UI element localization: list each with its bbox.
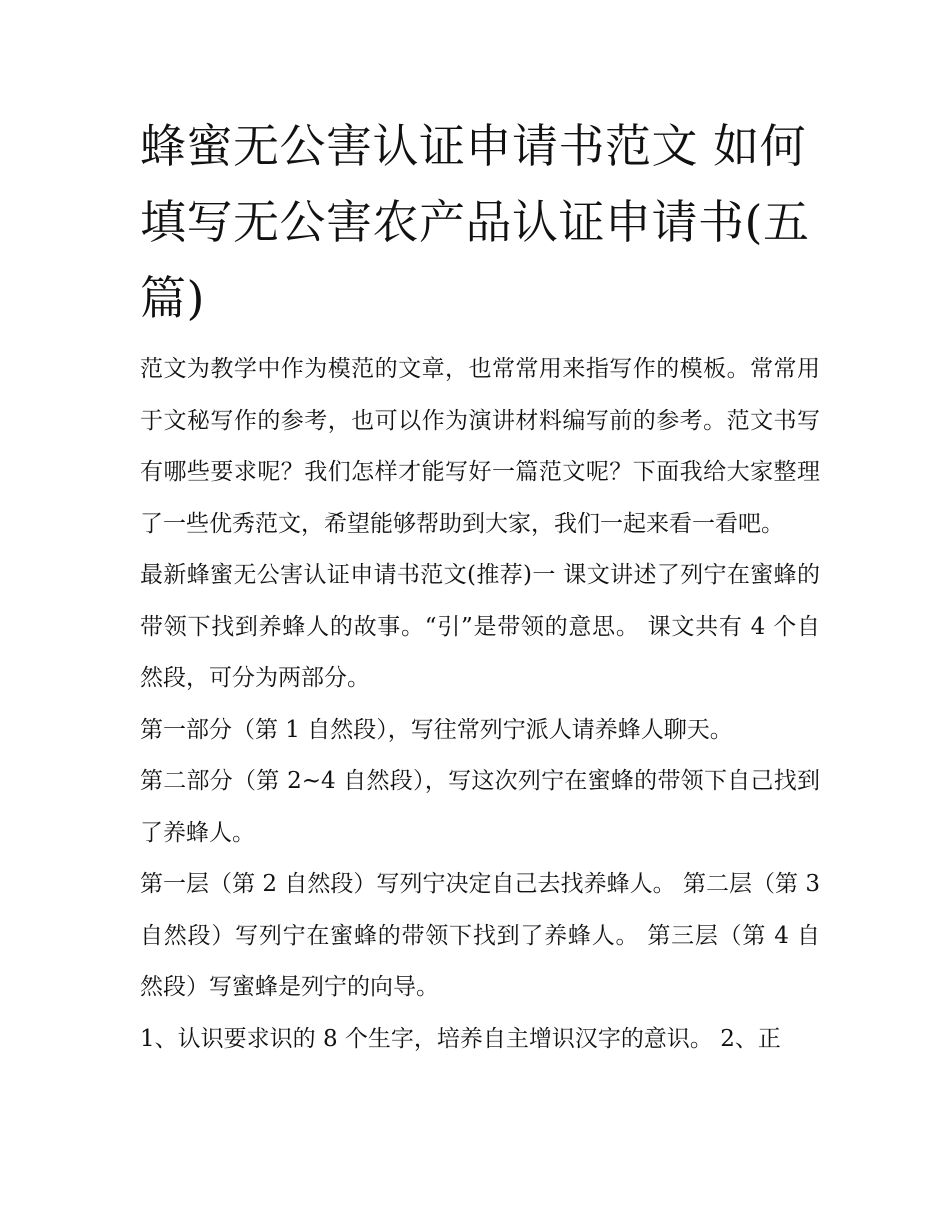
paragraph-objectives: 1、认识要求识的 8 个生字，培养自主增识汉字的意识。 2、正: [140, 1025, 781, 1052]
paragraph-lesson-summary: 最新蜂蜜无公害认证申请书范文(推荐)一 课文讲述了列宁在蜜蜂的带领下找到养蜂人的故事。“引”是带领的意思。 课文共有 4 个自然段，可分为两部分。: [140, 562, 820, 691]
document-page: [140, 108, 820, 1065]
document-title: 蜂蜜无公害认证申请书范文 如何填写无公害农产品认证申请书(五篇): [140, 119, 810, 325]
paragraph-part-two: 第二部分（第 2~4 自然段），写这次列宁在蜜蜂的带领下自己找到了养蜂人。: [140, 768, 820, 846]
paragraph-intro: 范文为教学中作为模范的文章，也常常用来指写作的模板。常常用于文秘写作的参考，也可以作为演讲材料编写前的参考。范文书写有哪些要求呢？我们怎样才能写好一篇范文呢？下面我给大家整理了一些优秀范文，希望能够帮助到大家，我们一起来看一看吧。: [140, 356, 820, 537]
paragraph-layers: 第一层（第 2 自然段）写列宁决定自己去找养蜂人。 第二层（第 3 自然段）写列宁在蜜蜂的带领下找到了养蜂人。 第三层（第 4 自然段）写蜜蜂是列宁的向导。: [140, 871, 820, 1000]
paragraph-part-one: 第一部分（第 1 自然段），写往常列宁派人请养蜂人聊天。: [140, 716, 733, 743]
